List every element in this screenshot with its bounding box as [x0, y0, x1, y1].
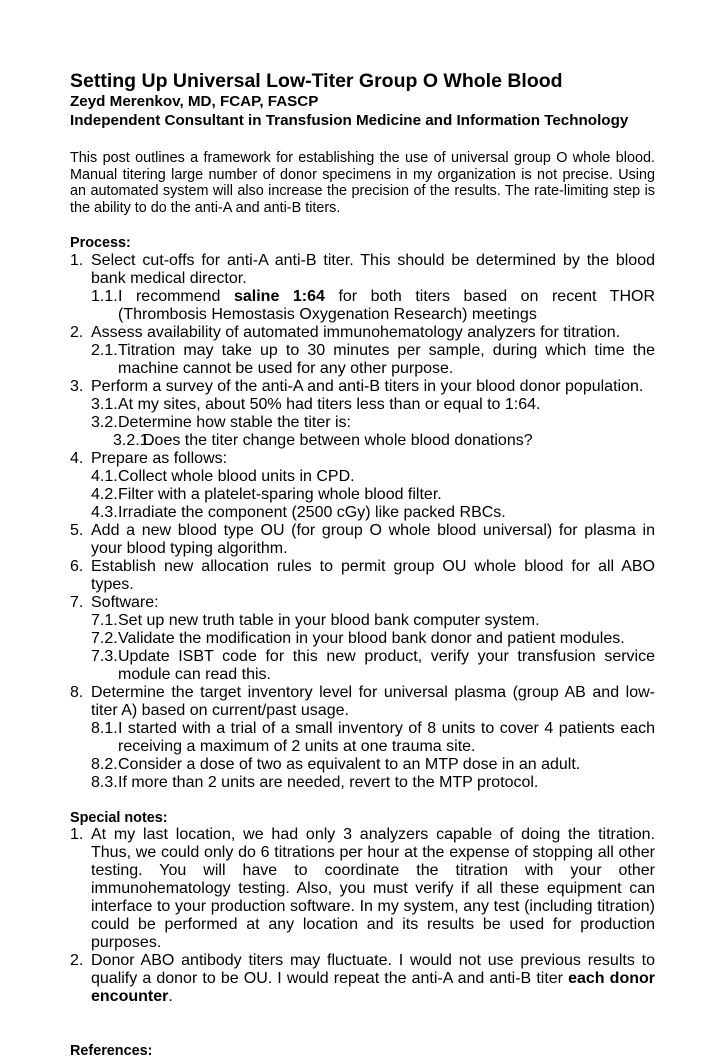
document-title: Setting Up Universal Low-Titer Group O Whole Blood: [70, 70, 563, 92]
list-item: 4.3. Irradiate the component (2500 cGy) like packed RBCs.: [91, 503, 506, 521]
list-item: 2. Donor ABO antibody titers may fluctuate. I would not use previous results to qualify a donor to be OU. I would repeat the anti-A and anti-B titer each donor encounter.: [70, 952, 656, 1006]
list-item: 8.3. If more than 2 units are needed, revert to the MTP protocol.: [91, 773, 539, 791]
author-line: Zeyd Merenkov, MD, FCAP, FASCP: [70, 93, 319, 110]
list-item: 3.1. At my sites, about 50% had titers less than or equal to 1:64.: [91, 395, 541, 413]
list-item: 3.2.1. Does the titer change between whole blood donations?: [113, 431, 533, 449]
affiliation-line: Independent Consultant in Transfusion Medicine and Information Technology: [70, 112, 629, 129]
document-page: [70, 70, 655, 1060]
list-item: 7.3. Update ISBT code for this new product, verify your transfusion service module can read this.: [91, 647, 655, 683]
list-item: 8.1. I started with a trial of a small inventory of 8 units to cover 4 patients each receiving a maximum of 2 units at one trauma site.: [91, 719, 655, 755]
intro-paragraph: This post outlines a framework for establishing the use of universal group O whole blood. Manual titering large number of donor specimens in my organization is not precise. Using an automated system will also increase the precision of the results. The rate-limiting step is the ability to do the anti-A and anti-B titers.: [70, 150, 655, 217]
list-item: 4.2. Filter with a platelet-sparing whole blood filter.: [91, 485, 442, 503]
list-item: 3. Perform a survey of the anti-A and anti-B titers in your blood donor population.: [70, 377, 644, 395]
list-item: 7. Software:: [70, 593, 159, 611]
list-item: 8.2. Consider a dose of two as equivalent to an MTP dose in an adult.: [91, 755, 581, 773]
list-item: 6. Establish new allocation rules to permit group OU whole blood for all ABO types.: [70, 557, 655, 593]
list-item: 5. Add a new blood type OU (for group O whole blood universal) for plasma in your blood typing algorithm.: [70, 521, 655, 557]
list-item: 4. Prepare as follows:: [70, 449, 228, 467]
emphasis-text: each donor encounter: [91, 970, 656, 1006]
list-item: 7.2. Validate the modification in your blood bank donor and patient modules.: [91, 629, 625, 647]
list-item: 3.2. Determine how stable the titer is:: [91, 413, 351, 431]
process-heading: Process:: [70, 234, 131, 251]
special-notes-list: [70, 826, 655, 1006]
process-list: [70, 252, 655, 792]
list-item: 7.1. Set up new truth table in your blood bank computer system.: [91, 611, 540, 629]
list-item: 2.1. Titration may take up to 30 minutes per sample, during which time the machine cannot be used for any other purpose.: [91, 341, 655, 377]
references-heading: References:: [70, 1043, 153, 1060]
list-item: 1. At my last location, we had only 3 analyzers capable of doing the titration. Thus, we could only do 6 titrations per hour at the expense of stopping all other testing. You will have to coordinate the titration with your other immunohematology testing. Also, you must verify if all these equipment can interface to your production software. In my system, any test (including titration) could be performed at any location and its results be used for production purposes.: [70, 826, 655, 952]
emphasis-text: saline 1:64: [233, 287, 325, 305]
list-item: 1.1. I recommend saline 1:64 for both titers based on recent THOR (Thrombosis Hemostasis Oxygenation Research) meetings: [91, 287, 656, 323]
list-item: 2. Assess availability of automated immunohematology analyzers for titration.: [70, 323, 621, 341]
list-item: 1. Select cut-offs for anti-A anti-B titer. This should be determined by the blood bank medical director.: [70, 251, 655, 287]
list-item: 4.1. Collect whole blood units in CPD.: [91, 467, 355, 485]
list-item: 8. Determine the target inventory level for universal plasma (group AB and low-titer A) based on current/past usage.: [70, 683, 655, 719]
special-notes-heading: Special notes:: [70, 809, 168, 826]
